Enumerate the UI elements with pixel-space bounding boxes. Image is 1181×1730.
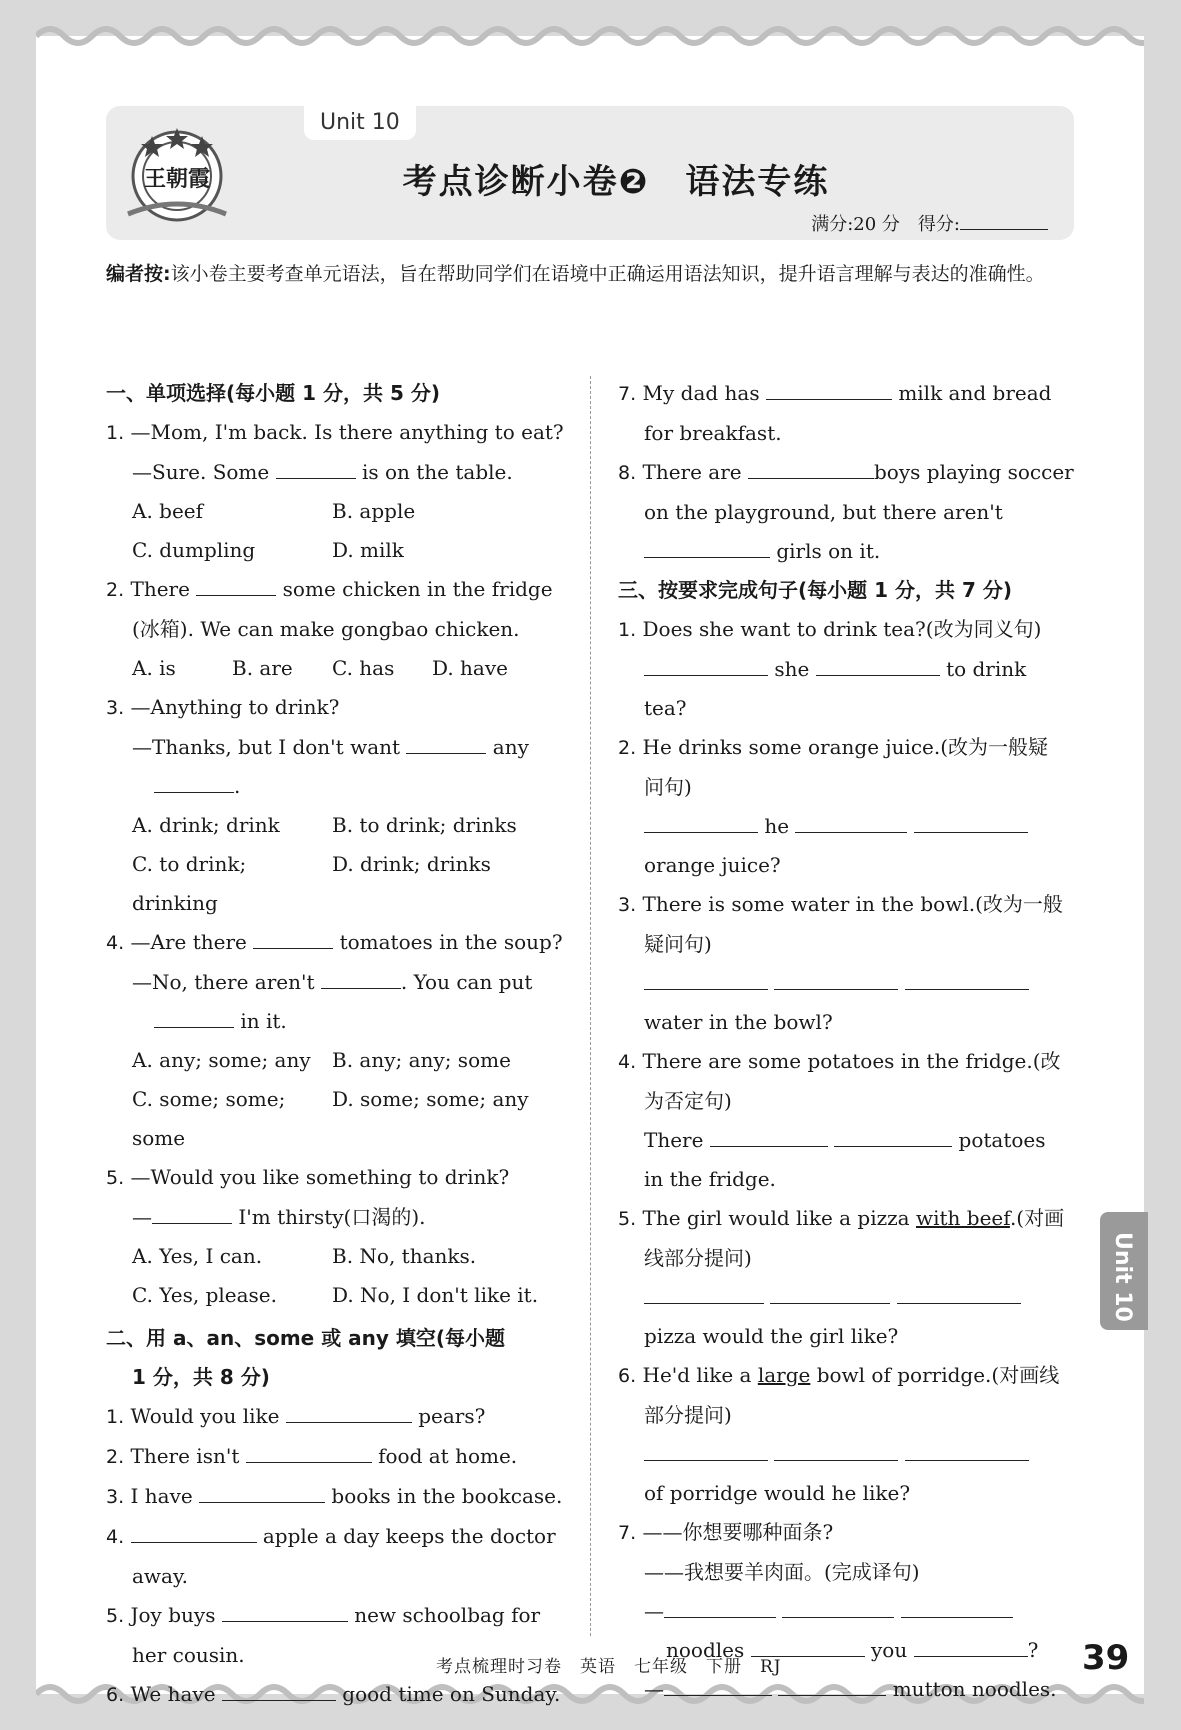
blank[interactable] [834,1124,952,1147]
column-divider [590,376,591,1636]
blank[interactable] [816,653,940,676]
s2-q1: 1. Would you like pears? [106,1397,562,1437]
s2-q4: 4. apple a day keeps the doctor [106,1517,562,1557]
s3-q7: 7. ——你想要哪种面条? [618,1520,834,1544]
blank[interactable] [222,1599,348,1622]
s1-q3: 3. —Anything to drink? [106,695,340,719]
blank[interactable] [154,1005,234,1028]
blank[interactable] [222,1678,336,1701]
blank[interactable] [152,1201,232,1224]
blank[interactable] [795,810,907,833]
s2-q2: 2. There isn't food at home. [106,1437,562,1477]
section1-title: 一、单项选择(每小题 1 分，共 5 分) [106,381,440,405]
blank[interactable] [644,653,768,676]
blank[interactable] [778,1673,886,1696]
score-line: 满分:20 分 得分: [811,210,1048,236]
left-column: 一、单项选择(每小题 1 分，共 5 分) 1. —Mom, I'm back. Is there anything to eat? —Sure. Some is on the table. A. beef B. apple C. dumpling D. milk 2. There some chicken in the fridge (冰箱). We can make gongbao chicken. A. is B. are C. has D. have 3. —Anything to drink? —Thanks, but I don't want any . A. drink; drink B. to drink; drinks C. to drink; drinking D. drink; drinks 4. —Are there tomatoes in the soup? —No, there aren't . You can put in it. A. any; some; any B. any; any; some C. some; some; some D. some; some; any 5. —Would you like something to drink? — I'm thirsty(口渴的). A. Yes, I can. B. No, thanks. C. Yes, please. D. No, I don't like it. 二、用 a、an、some 或 any 填空(每小题 1 分，共 8 分) 1. Would you like pears? 2. There isn't food at home. 3. I have books in the bookcase. 4. apple a day keeps the doctor away. 5. Joy buys new schoolbag for her cousin. 6. We have good time on Sunday. [106,374,562,1715]
blank[interactable] [897,1281,1021,1304]
right-column: 7. My dad has milk and bread for breakfast. 8. There are boys playing soccer on the playground, but there aren't girls on it. 三、按要求完成句子(每小题 1 分，共 7 分) 1. Does she want to drink tea?(改为同义句) she to drink tea? 2. He drinks some orange juice.(改为一般疑 问句) he orange juice? 3. There is some water in the bowl.(改为一般 疑问句) water in the bowl? 4. There are some potatoes in the fridge.(改 为否定句) There potatoes in the fridge. 5. The girl would like a pizza with beef.(对画 线部分提问) pizza would the girl like? 6. He'd like a large bowl of porridge.(对画线 部分提问) of porridge would he like? 7. ——你想要哪种面条? ——我想要羊肉面。(完成译句) — noodles you ? — mutton noodles. [618,374,1080,1709]
s3-q4: 4. There are some potatoes in the fridge.(改 [618,1049,1061,1073]
blank[interactable] [774,967,898,990]
section2-title: 二、用 a、an、some 或 any 填空(每小题 [106,1326,506,1350]
blank[interactable] [154,770,234,793]
blank[interactable] [901,1595,1013,1618]
s1-q1: 1. —Mom, I'm back. Is there anything to eat? [106,420,564,444]
blank[interactable] [321,966,401,989]
header-banner [106,106,1074,240]
blank[interactable] [196,573,276,596]
blank[interactable] [644,1281,764,1304]
blank[interactable] [905,967,1029,990]
blank[interactable] [914,810,1028,833]
blank[interactable] [276,456,356,479]
blank[interactable] [770,1281,890,1304]
note-text: 该小卷主要考查单元语法，旨在帮助同学们在语境中正确运用语法知识，提升语言理解与表达的准确性。 [170,263,1045,285]
s2-q5: 5. Joy buys new schoolbag for [106,1596,562,1636]
blank[interactable] [644,967,768,990]
blank[interactable] [286,1400,412,1423]
blank[interactable] [664,1595,776,1618]
side-unit-tab: Unit 10 [1100,1212,1148,1330]
s2-q8: 8. There are boys playing soccer [618,453,1080,493]
editor-note [106,258,1074,290]
blank[interactable] [644,535,770,558]
note-label: 编者按: [106,263,171,285]
blank[interactable] [131,1520,257,1543]
s3-q2: 2. He drinks some orange juice.(改为一般疑 [618,735,1049,759]
s2-q7: 7. My dad has milk and bread [618,374,1080,414]
s1-q2: 2. There some chicken in the fridge [106,570,562,610]
wavy-border-top [36,18,1144,54]
blank[interactable] [782,1595,894,1618]
page-title: 考点诊断小卷❷ 语法专练 [402,162,830,202]
blank[interactable] [748,456,874,479]
s2-q6: 6. We have good time on Sunday. [106,1675,562,1715]
blank[interactable] [774,1438,898,1461]
blank[interactable] [644,1438,768,1461]
blank[interactable] [644,810,758,833]
svg-text:王朝霞: 王朝霞 [143,166,211,192]
section3-title: 三、按要求完成句子(每小题 1 分，共 7 分) [618,578,1012,602]
page-number: 39 [1082,1638,1130,1678]
blank[interactable] [253,926,333,949]
logo-seal-icon [122,118,232,228]
s2-q3: 3. I have books in the bookcase. [106,1477,562,1517]
s1-q4: 4. —Are there tomatoes in the soup? [106,923,562,963]
s3-q3: 3. There is some water in the bowl.(改为一般 [618,892,1063,916]
s3-q5: 5. The girl would like a pizza with beef.(对画 [618,1206,1065,1230]
blank[interactable] [905,1438,1029,1461]
s1-q5: 5. —Would you like something to drink? [106,1165,510,1189]
unit-label: Unit 10 [304,106,416,140]
page-sheet [36,36,1144,1706]
blank[interactable] [246,1440,372,1463]
footer-text: 考点梳理时习卷 英语 七年级 下册 RJ [436,1657,782,1677]
blank[interactable] [710,1124,828,1147]
s3-q6: 6. He'd like a large bowl of porridge.(对画线 [618,1363,1060,1387]
blank[interactable] [199,1480,325,1503]
blank[interactable] [406,731,486,754]
blank[interactable] [766,377,892,400]
blank[interactable] [914,1634,1028,1657]
s3-q1: 1. Does she want to drink tea?(改为同义句) [618,617,1042,641]
